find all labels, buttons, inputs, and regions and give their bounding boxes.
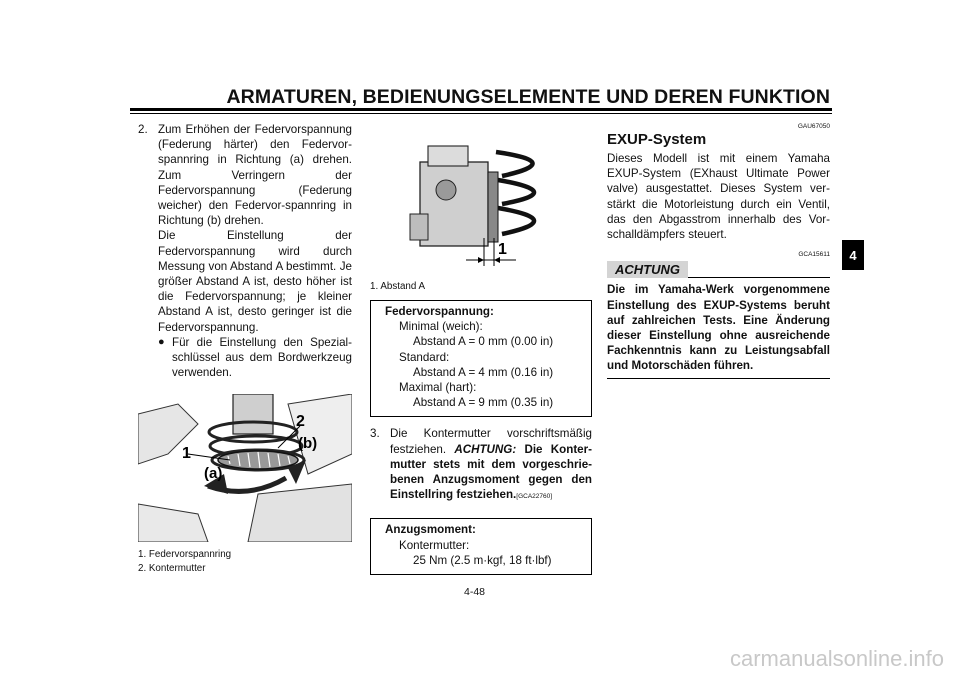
caution-rule (688, 277, 830, 279)
preload-paragraph: Die Einstellung der Federvorspannung wird durch Messung von Abstand A bestimmt. Je größer Abstand A ist, desto höher ist die Federvorspannung; je kleiner Abstand A ist, desto geringer ist die Federvorspannung. (158, 229, 352, 334)
spec-min-value: Abstand A = 0 mm (0.00 in) (413, 335, 554, 349)
figure-2-caption: 1. Abstand A (370, 281, 426, 292)
spec-preload-title: Federvorspannung: (385, 305, 494, 318)
caution-code: GCA15611 (798, 251, 830, 259)
bullet-dot-icon: ● (158, 335, 165, 348)
figure-preload-ring (138, 394, 352, 542)
fig1-label-a: (a) (204, 465, 223, 483)
caution-badge: ACHTUNG (607, 261, 688, 278)
fig2-label-1: 1 (498, 241, 507, 258)
spec-torque-value: 25 Nm (2.5 m·kgf, 18 ft·lbf) (413, 553, 552, 567)
section-text: Dieses Modell ist mit einem Yamaha EXUP-System (EXhaust Ultimate Power valve) ausgestattet. Dieses System ver-stärkt die Motorleistung durch ein Ventil, das den Abgasstrom innerhalb des Vor-schalldämpfers steuert. (607, 152, 830, 242)
bullet-item (158, 335, 352, 381)
spec-torque-label: Kontermutter: (399, 538, 470, 552)
fig1-label-2: 2 (296, 413, 305, 431)
spec-max-value: Abstand A = 9 mm (0.35 in) (413, 396, 554, 410)
watermark: carmanualsonline.info (729, 646, 944, 671)
distance-a-illustration (406, 142, 568, 270)
caution-text: Die im Yamaha-Werk vorgenommene Einstellung des EXUP-Systems beruht auf zahlreichen Tests. Eine Änderung dieser Einstellung ohne ausreichende Fachkenntnis kann zu Leistungsabfall und Motorschäden führen. (607, 282, 830, 378)
fig1-label-b: (b) (298, 435, 318, 453)
column-right (607, 122, 830, 379)
caption-item: 1. Federvorspannring (138, 549, 232, 561)
step-2 (138, 122, 352, 228)
step-3-text: Die Kontermutter vorschriftsmäßig festziehen. (390, 427, 592, 456)
spec-std-label: Standard: (399, 350, 450, 364)
step-3-number: 3. (370, 427, 380, 441)
section-title: EXUP-System (607, 131, 707, 148)
spec-std-value: Abstand A = 4 mm (0.16 in) (413, 365, 554, 379)
chapter-tab[interactable]: 4 (842, 240, 864, 270)
step-3-code: [GCA22760] (516, 493, 553, 501)
spec-torque-title: Anzugsmoment: (385, 523, 476, 537)
spec-torque-box (370, 518, 592, 575)
preload-ring-illustration (138, 394, 352, 542)
step-3-caution-word: ACHTUNG: (454, 442, 517, 456)
page-title: ARMATUREN, BEDIENUNGSELEMENTE UND DEREN FUNKTION (226, 86, 830, 108)
figure-distance-a (406, 142, 568, 270)
step-3 (370, 426, 592, 504)
header-rule-thin (130, 113, 832, 114)
page-number: 4-48 (464, 586, 486, 598)
fig1-label-1: 1 (182, 445, 191, 463)
figure-1-captions (138, 548, 352, 576)
spec-max-label: Maximal (hart): (399, 381, 477, 395)
column-middle (370, 142, 592, 575)
step-3-caution-text: Die Konter-mutter stets mit dem vorgeschrie-benen Anzugsmoment gegen den Einstellring festziehen. (390, 442, 593, 502)
section-code: GAU67050 (797, 123, 830, 130)
spec-preload-box (370, 300, 592, 417)
header-rule (130, 108, 832, 111)
spec-min-label: Minimal (weich): (399, 320, 483, 334)
column-left (138, 122, 352, 576)
step-3-body (390, 426, 592, 504)
bullet-text: Für die Einstellung den Spezial-schlüssel aus dem Bordwerkzeug verwenden. (172, 335, 352, 380)
step-2-number: 2. (138, 123, 148, 136)
step-2-text: Zum Erhöhen der Federvorspannung (Federung härter) den Federvor-spannring in Richtung (a) drehen. Zum Verringern der Federvorspannung (Federung weicher) den Federvor-spannring in Richtung (b) drehen. (158, 123, 352, 228)
caption-item: 2. Kontermutter (138, 563, 206, 575)
caution-header (607, 261, 830, 278)
